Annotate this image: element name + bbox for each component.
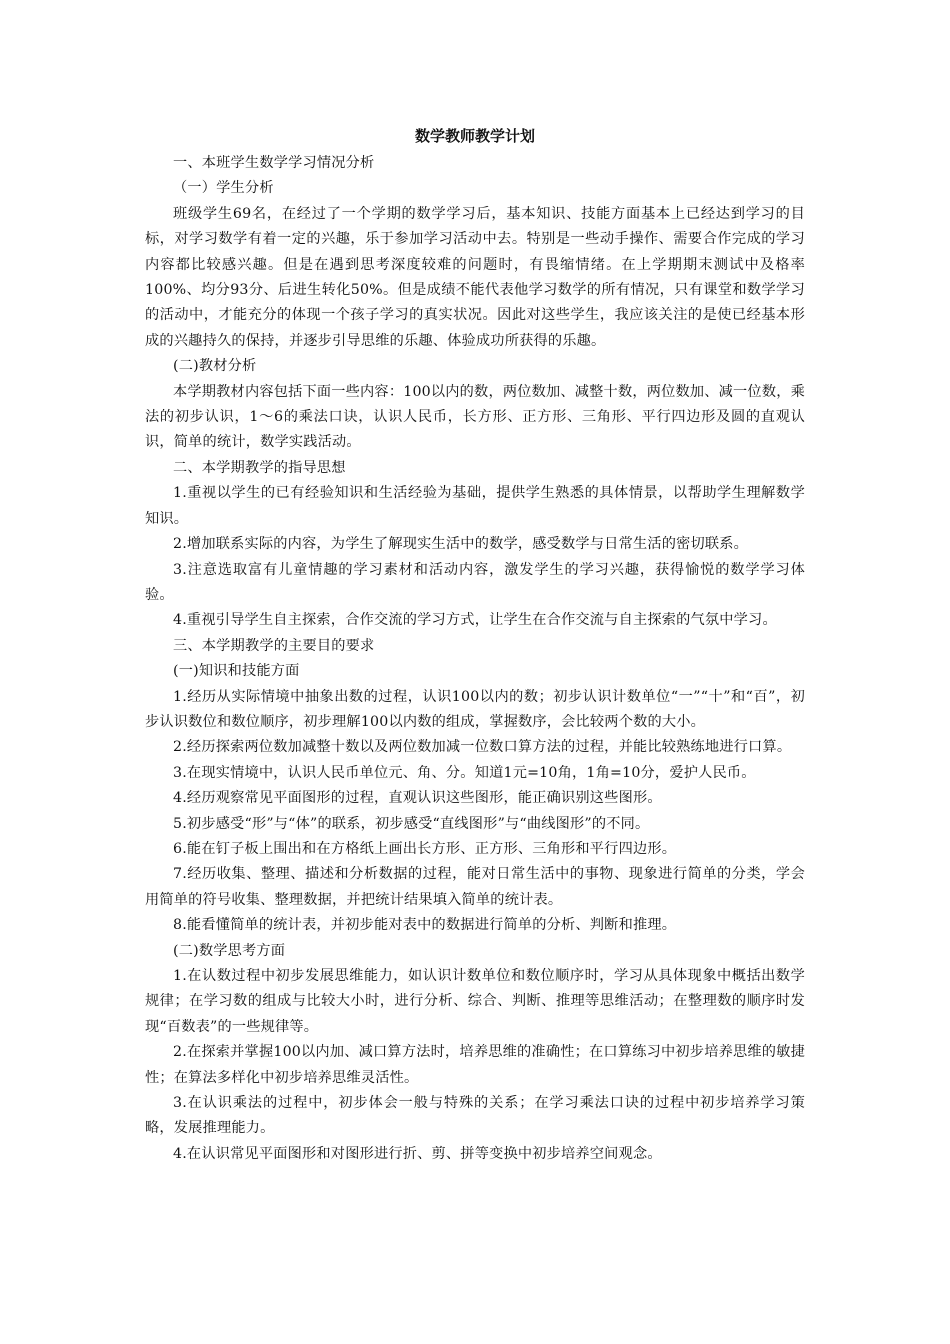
list-item: 2.在探索并掌握100以内加、减口算方法时，培养思维的准确性；在口算练习中初步培养思维的敏捷性；在算法多样化中初步培养思维灵活性。 (145, 1044, 805, 1086)
list-item: 1.在认数过程中初步发展思维能力，如认识计数单位和数位顺序时，学习从具体现象中概括出数学规律；在学习数的组成与比较大小时，进行分析、综合、判断、推理等思维活动；在整理数的顺序时发现“百数表”的一些规律等。 (145, 968, 805, 1035)
subsection-heading: (二)教材分析 (173, 358, 257, 375)
list-item: 2.增加联系实际的内容，为学生了解现实生活中的数学，感受数学与日常生活的密切联系。 (173, 536, 749, 553)
section-heading-1: 一、本班学生数学学习情况分析 (173, 155, 375, 171)
list-item: 4.重视引导学生自主探索，合作交流的学习方式，让学生在合作交流与自主探索的气氛中学习。 (173, 612, 777, 629)
document-title: 数学教师教学计划 (414, 127, 535, 145)
list-item: 3.在认识乘法的过程中，初步体会一般与特殊的关系；在学习乘法口诀的过程中初步培养学习策略，发展推理能力。 (145, 1095, 805, 1137)
list-item: 4.在认识常见平面图形和对图形进行折、剪、拼等变换中初步培养空间观念。 (173, 1145, 662, 1162)
list-item: 3.在现实情境中，认识人民币单位元、角、分。知道1元=10角，1角=10分，爱护人民币。 (173, 764, 756, 781)
subsection-heading: (一)知识和技能方面 (173, 663, 300, 680)
paragraph: 班级学生69名，在经过了一个学期的数学学习后，基本知识、技能方面基本上已经达到学习的目标，对学习数学有着一定的兴趣，乐于参加学习活动中去。特别是一些动手操作、需要合作完成的学习内容都比较感兴趣。但是在遇到思考深度较难的问题时，有畏缩情绪。在上学期期末测试中及格率100%、均分93分、后进生转化50%。但是成绩不能代表他学习数学的所有情况，只有课堂和数学学习的活动中，才能充分的体现一个孩子学习的真实状况。因此对这些学生，我应该关注的是使已经基本形成的兴趣持久的保持，并逐步引导思维的乐趣、体验成功所获得的乐趣。 (145, 205, 805, 349)
list-item: 1.重视以学生的已有经验知识和生活经验为基础，提供学生熟悉的具体情景，以帮助学生理解数学知识。 (145, 485, 805, 527)
list-item: 3.注意选取富有儿童情趣的学习素材和活动内容，激发学生的学习兴趣，获得愉悦的数学学习体验。 (145, 561, 805, 603)
list-item: 4.经历观察常见平面图形的过程，直观认识这些图形，能正确识别这些图形。 (173, 790, 662, 807)
list-item: 7.经历收集、整理、描述和分析数据的过程，能对日常生活中的事物、现象进行简单的分类，学会用简单的符号收集、整理数据，并把统计结果填入简单的统计表。 (145, 866, 805, 908)
list-item: 1.经历从实际情境中抽象出数的过程，认识100以内的数；初步认识计数单位“一”“十”和“百”，初步认识数位和数位顺序，初步理解100以内数的组成，掌握数序，会比较两个数的大小。 (145, 688, 805, 730)
subsection-heading: （一）学生分析 (173, 180, 274, 197)
paragraph: 本学期教材内容包括下面一些内容：100以内的数，两位数加、减整十数，两位数加、减一位数，乘法的初步认识，1～6的乘法口诀，认识人民币，长方形、正方形、三角形、平行四边形及圆的直观认识，简单的统计，数学实践活动。 (145, 383, 805, 451)
list-item: 8.能看懂简单的统计表，并初步能对表中的数据进行简单的分析、判断和推理。 (173, 917, 677, 934)
list-item: 2.经历探索两位数加减整十数以及两位数加减一位数口算方法的过程，并能比较熟练地进行口算。 (173, 739, 792, 756)
list-item: 5.初步感受“形”与“体”的联系，初步感受“直线图形”与“曲线图形”的不同。 (173, 815, 650, 832)
section-heading-3: 三、本学期教学的主要目的要求 (173, 637, 375, 654)
list-item: 6.能在钉子板上围出和在方格纸上画出长方形、正方形、三角形和平行四边形。 (173, 840, 677, 857)
section-heading-2: 二、本学期教学的指导思想 (173, 459, 346, 476)
subsection-heading: (二)数学思考方面 (173, 942, 286, 959)
document-page (145, 125, 805, 1167)
